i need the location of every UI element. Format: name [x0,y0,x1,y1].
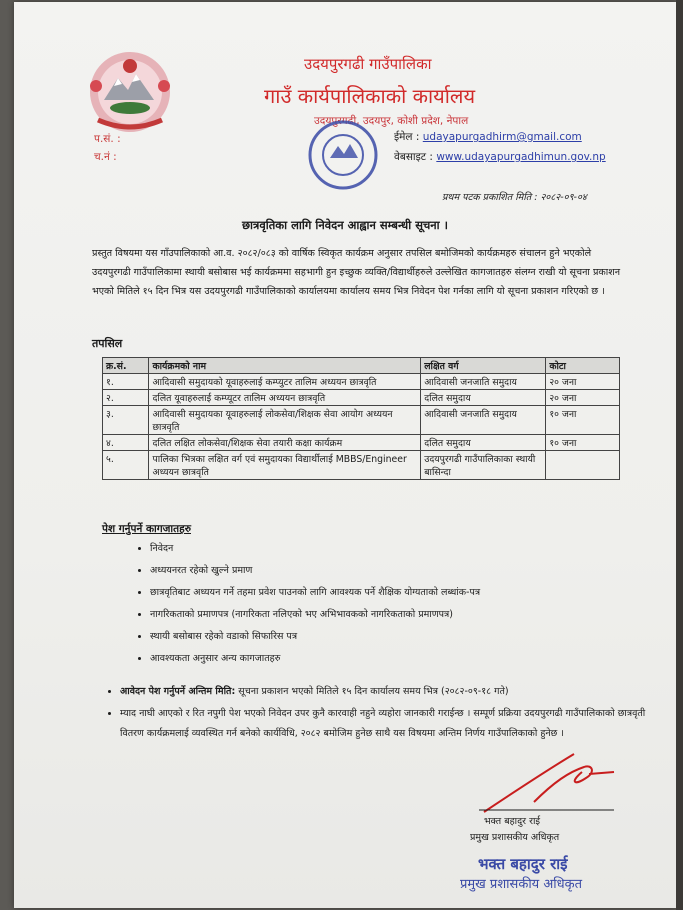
col-serial: क्र.सं. [103,358,149,374]
stamp-name: भक्त बहादुर राई [478,855,568,873]
cell-program: दलित लक्षित लोकसेवा/शिक्षक सेवा तयारी कक्षा कार्यक्रम [149,435,421,451]
cell-program: दलित यूवाहरुलाई कम्प्यूटर तालिम अध्ययन छात्रवृति [149,390,421,406]
list-item: • आवश्यकता अनुसार अन्य कागजातहरु [150,648,480,670]
background-edge [676,0,683,910]
cell-target: दलित समुदाय [421,390,546,406]
cell-quota [546,451,620,480]
municipality-name: उदयपुरगढी गाउँपालिका [304,55,432,73]
cell-quota: २० जना [546,390,620,406]
cell-program: आदिवासी समुदायको यूवाहरुलाई कम्प्युटर तालिम अध्ययन छात्रवृति [149,374,421,390]
cell-program: आदिवासी समुदायका यूवाहरुलाई लोकसेवा/शिक्षक सेवा आयोग अध्ययन छात्रवृति [149,406,421,435]
nepal-emblem-icon [84,42,176,136]
ps-label: प.सं. : [94,133,121,145]
policy-note: • म्याद नाघी आएको र रित नपुगी पेश भएको निवेदन उपर कुनै कारवाही नहुने व्यहोरा जानकारी गराईन्छ । सम्पूर्ण प्रक्रिया उदयपुरगढी गाउँपालिकाको छात्रवृती वितरण कार्यक्रमलाई व्यवस्थित गर्न बनेको कार्यविधि, २०८२ बमोजिम हुनेछ साथै यस विषयमा अन्तिम निर्णय गाउँपालिकाको हुनेछ । [120,704,660,744]
table-row [103,374,620,390]
list-item: • नागरिकताको प्रमाणपत्र (नागरिकता नलिएको भए अभिभावकको नागरिकताको प्रमाणपत्र) [150,604,480,626]
list-item: • स्थायी बसोबास रहेको वडाको सिफारिस पत्र [150,626,480,648]
cell-serial: ३. [103,406,149,435]
cell-serial: ४. [103,435,149,451]
website-link[interactable]: www.udayapurgadhimun.gov.np [436,151,606,163]
notes-list [84,682,660,746]
published-label: प्रथम पटक प्रकाशित मिति : [442,192,538,203]
col-target: लक्षित वर्ग [421,358,546,374]
cn-label: च.नं : [94,151,117,163]
table-row [103,451,620,480]
list-item: • छात्रवृतिबाट अध्ययन गर्ने तहमा प्रवेश पाउनको लागि आवश्यक पर्ने शैक्षिक योग्यताको लब्धांक-पत्र [150,582,480,604]
email-label: ईमेल : [394,131,420,143]
office-seal-icon [306,118,380,192]
cell-target: उदयपुरगढी गाउँपालिकाका स्थायी बासिन्दा [421,451,546,480]
table-header-row [103,358,620,374]
program-table [102,357,620,480]
notice-body: प्रस्तुत विषयमा यस गाँउपालिकाको आ.व. २०८२/०८३ को वार्षिक स्विकृत कार्यक्रम अनुसार तपसिल बमोजिमको कार्यक्रमहरु संचालन हुने भएकोले उदयपुरगढी गाउँपालिकामा स्थायी बसोबास भई कार्यक्रममा सहभागी हुन इच्छुक व्यक्ति/विद्यार्थीहरुले उल्लेखित कागजातहरु संलग्न राखी यो सूचना प्रकाशन भएको मितिले १५ दिन भित्र यस उदयपुरगढी गाउँपालिकाको कार्यालयमा कार्यालय समय भित्र निवेदन पेश गर्नका लागि यो सूचना प्रकाशन गरिएको छ । [92,248,621,297]
published-date [442,190,587,203]
office-address: उदयपुरगढी, उदयपुर, कोशी प्रदेश, नेपाल [314,115,469,127]
documents-heading: पेश गर्नुपर्ने कागजातहरु [102,523,191,535]
col-quota: कोटा [546,358,620,374]
schedule-title: तपसिल [92,337,123,350]
deadline-label: आवेदन पेश गर्नुपर्ने अन्तिम मिति: [120,686,236,697]
cell-target: दलित समुदाय [421,435,546,451]
table-row [103,406,620,435]
email-link[interactable]: udayapurgadhirm@gmail.com [422,131,582,143]
notice-subject: छात्रवृतिका लागि निवेदन आह्वान सम्बन्धी सूचना । [241,218,448,232]
table-row [103,390,620,406]
signature-icon [474,742,624,822]
notice-paper [14,2,676,908]
office-name: गाउँ कार्यपालिकाको कार्यालय [264,84,476,108]
list-item: • अध्ययनरत रहेको खुल्ने प्रमाण [150,560,480,582]
list-item: • निवेदन [150,538,480,560]
cell-quota: २० जना [546,374,620,390]
col-program: कार्यक्रमको नाम [149,358,421,374]
cell-serial: ५. [103,451,149,480]
email-row [394,130,582,144]
published-value: २०८२-०९-०४ [540,192,587,203]
cell-quota: १० जना [546,406,620,435]
deadline-note [120,682,660,702]
website-label: वेबसाइट : [394,151,433,163]
cell-quota: १० जना [546,435,620,451]
cell-serial: १. [103,374,149,390]
stamp-title: प्रमुख प्रशासकीय अधिकृत [460,877,583,892]
deadline-text: सूचना प्रकाशन भएको मितिले १५ दिन कार्यालय समय भित्र (२०८२-०९-१८ गते) [238,686,509,697]
signatory-title: प्रमुख प्रशासकीय अधिकृत [470,832,560,843]
signatory-name: भक्त बहादुर राई [484,816,541,827]
website-row [394,150,606,164]
table-row [103,435,620,451]
cell-serial: २. [103,390,149,406]
cell-program: पालिका भित्रका लक्षित वर्ग एवं समुदायका विद्यार्थीलाई MBBS/Engineer अध्ययन छात्रवृति [149,451,421,480]
documents-list [114,538,480,670]
cell-target: आदिवासी जनजाति समुदाय [421,374,546,390]
cell-target: आदिवासी जनजाति समुदाय [421,406,546,435]
